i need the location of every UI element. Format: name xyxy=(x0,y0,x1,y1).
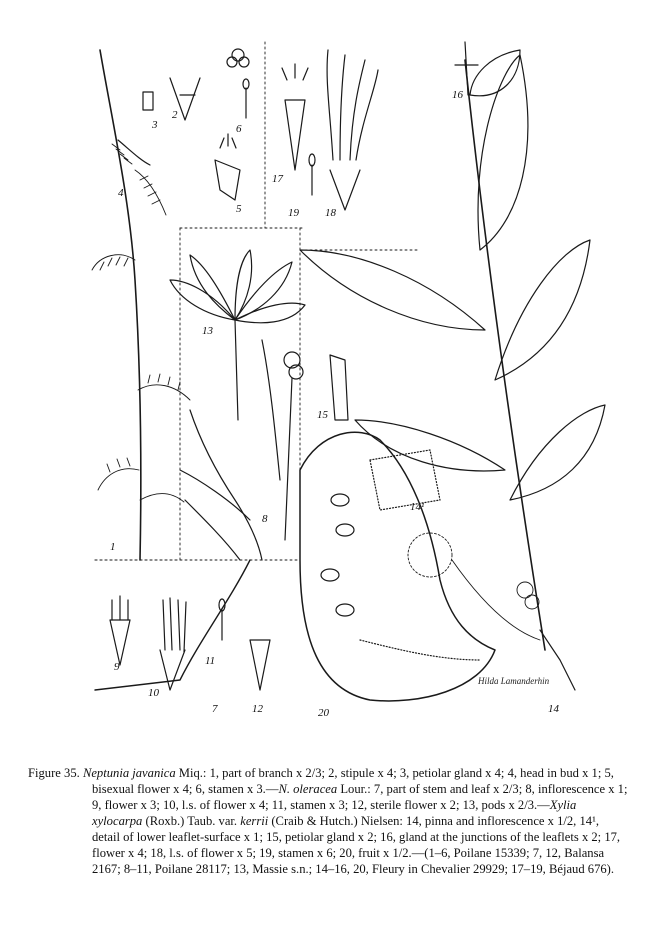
flower-drawing-17 xyxy=(282,64,308,170)
stem-and-leaf-drawing-7 xyxy=(95,340,280,690)
plate-label: 17 xyxy=(272,173,283,185)
plate-label: 8 xyxy=(262,513,268,525)
plate-label: 3 xyxy=(152,119,158,131)
caption-text xyxy=(83,766,628,876)
leaflet-detail-drawing-14-1 xyxy=(370,450,440,510)
plate-label: 10 xyxy=(148,687,159,699)
plate-label: 16 xyxy=(452,89,463,101)
plate-label: 15 xyxy=(317,409,328,421)
plate-label: 2 xyxy=(172,109,178,121)
plate-label: 9 xyxy=(114,661,120,673)
illustrator-signature: Hilda Lamanderhin xyxy=(478,676,550,686)
caption-segment: (Roxb.) Taub. var. xyxy=(142,814,241,828)
lsection-drawing-18 xyxy=(327,50,378,210)
plate-label: 5 xyxy=(236,203,242,215)
plate-label: 12 xyxy=(252,703,263,715)
caption-taxon-name: Neptunia javanica xyxy=(82,766,176,780)
figure-label: Figure 35. xyxy=(28,766,80,780)
caption-taxon-name: N. oleracea xyxy=(278,782,338,796)
petiolar-gland-drawing-3 xyxy=(143,92,153,110)
plate-label: 13 xyxy=(202,325,213,337)
stamen-drawing-19 xyxy=(309,154,315,195)
caption-body xyxy=(28,765,628,877)
figure-caption xyxy=(28,765,628,877)
caption-segment: (Craib & Hutch.) Nielsen: 14, pinna and inflorescence x 1/2, 14¹, detail of lower leaflet-surface x 1; 15, petiolar gland x 2; 16, gland at the junctions of the leaflets x 2; 17, flower x 4; 18, l.s. of flower x 5; 19, stamen x 6; 20, fruit x 1/2.—(1–6, Poilane 15339; 7, 12, Balansa 2167; 8–11, Poilane 28117; 13, Massie s.n.; 14–16, 20, Fleury in Chevalier 29929; 17–19, Béjaud 676). xyxy=(92,814,621,876)
stamen-drawing-6 xyxy=(227,49,249,118)
sterile-flower-drawing-12 xyxy=(250,640,270,690)
caption-segment: Miq.: 1, part of branch x 2/3; 2, stipule x 4; 3, petiolar gland x 4; 4, head in bud x 1; 5, bisexual flower x 4; 6, stamen x 3.— xyxy=(92,766,614,796)
plate-label: 14¹ xyxy=(410,501,425,513)
plate-label: 18 xyxy=(325,207,336,219)
fruit-drawing-20 xyxy=(300,432,495,701)
plate-label: 1 xyxy=(110,541,116,553)
inflorescence-heads-14 xyxy=(408,533,540,640)
caption-taxon-name: Xylia xylocarpa xyxy=(92,798,577,828)
plate-label: 6 xyxy=(236,123,242,135)
caption-segment: Lour.: 7, part of stem and leaf x 2/3; 8, inflorescence x 1; 9, flower x 3; 10, l.s. of flower x 4; 11, stamen x 3; 12, sterile flower x 2; 13, pods x 2/3.— xyxy=(92,782,628,812)
plate-label: 4 xyxy=(118,187,124,199)
flower-drawing-9 xyxy=(110,596,130,665)
branch-drawing-1 xyxy=(92,50,190,560)
plate-label: 7 xyxy=(212,703,218,715)
plate-label: 14 xyxy=(548,703,559,715)
plate-label: 20 xyxy=(318,707,329,719)
caption-taxon-name: kerrii xyxy=(240,814,269,828)
pods-drawing-13 xyxy=(170,250,305,420)
plate-label: 11 xyxy=(205,655,216,667)
petiolar-gland-drawing-15 xyxy=(330,355,348,420)
flower-drawing-5 xyxy=(215,134,240,200)
plate-label: 19 xyxy=(288,207,299,219)
